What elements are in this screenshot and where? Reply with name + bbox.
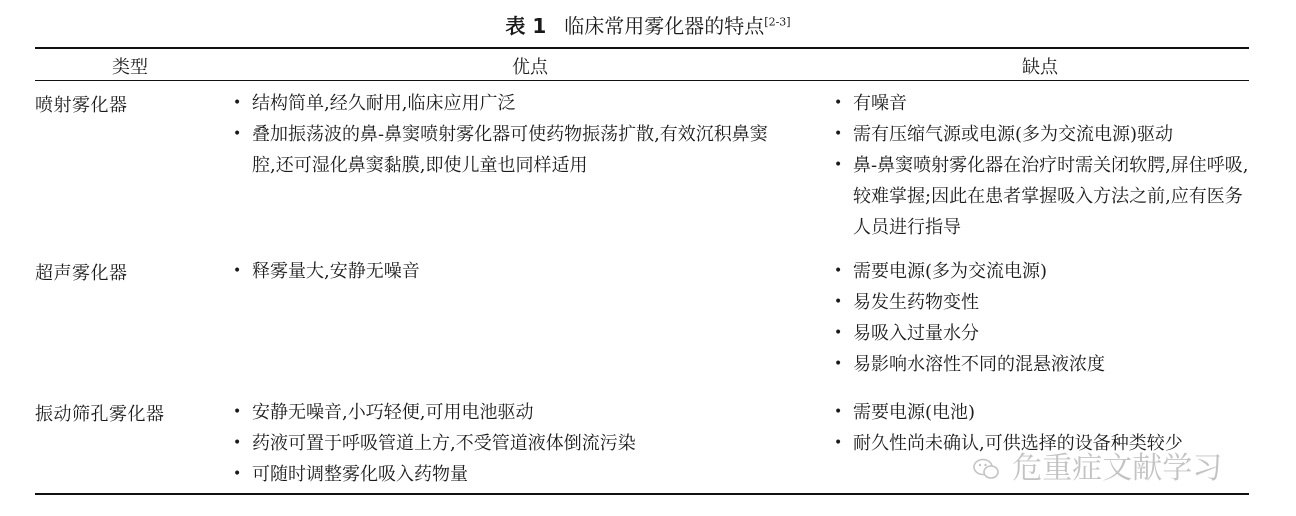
table-top-rule (35, 47, 1249, 49)
bullet-icon: • (233, 263, 242, 279)
bullet-icon: • (834, 325, 843, 341)
list-item: • 可随时调整雾化吸入药物量 (230, 459, 770, 490)
table-reference: [2-3] (764, 15, 791, 29)
header-advantages: 优点 (512, 57, 548, 78)
list-item: • 易吸入过量水分 (831, 318, 1251, 349)
list-item: • 易发生药物变性 (831, 287, 1251, 318)
header-disadvantages: 缺点 (1022, 57, 1058, 78)
list-item: • 释雾量大,安静无噪音 (230, 256, 770, 287)
wechat-icon (972, 455, 1008, 485)
table-header-rule (35, 80, 1249, 81)
disadvantages-list (831, 256, 1251, 380)
header-type: 类型 (112, 57, 148, 78)
bullet-icon: • (834, 95, 843, 111)
table-caption (0, 10, 1296, 39)
bullet-icon: • (834, 263, 843, 279)
bullet-icon: • (834, 435, 843, 451)
advantages-list (230, 88, 770, 181)
list-item: • 有噪音 (831, 88, 1251, 119)
list-item: • 药液可置于呼吸管道上方,不受管道液体倒流污染 (230, 428, 770, 459)
advantages-list (230, 397, 770, 490)
table-title: 临床常用雾化器的特点 (564, 14, 765, 38)
bullet-icon: • (233, 435, 242, 451)
list-item: • 易影响水溶性不同的混悬液浓度 (831, 349, 1251, 380)
bullet-icon: • (233, 126, 242, 142)
list-item: • 需有压缩气源或电源(多为交流电源)驱动 (831, 119, 1251, 150)
bullet-icon: • (834, 294, 843, 310)
bullet-icon: • (233, 404, 242, 420)
advantages-list (230, 256, 770, 287)
bullet-icon: • (233, 95, 242, 111)
bullet-icon: • (834, 356, 843, 372)
list-item: • 需要电源(电池) (831, 397, 1251, 428)
watermark-text: 危重症文献学习 (1012, 451, 1223, 486)
table-bottom-rule (35, 493, 1249, 495)
list-item: • 叠加振荡波的鼻-鼻窦喷射雾化器可使药物振荡扩散,有效沉积鼻窦腔,还可湿化鼻窦黏膜,即使儿童也同样适用 (230, 119, 770, 181)
bullet-icon: • (834, 404, 843, 420)
row-type: 超声雾化器 (35, 263, 128, 284)
bullet-icon: • (834, 157, 843, 173)
list-item: • 需要电源(多为交流电源) (831, 256, 1251, 287)
list-item: • 鼻-鼻窦喷射雾化器在治疗时需关闭软腭,屏住呼吸,较难掌握;因此在患者掌握吸入方法之前,应有医务人员进行指导 (831, 150, 1251, 243)
disadvantages-list (831, 88, 1251, 243)
list-item: • 结构简单,经久耐用,临床应用广泛 (230, 88, 770, 119)
row-type: 振动筛孔雾化器 (35, 404, 165, 425)
watermark (972, 443, 1222, 487)
row-type: 喷射雾化器 (35, 95, 128, 116)
bullet-icon: • (834, 126, 843, 142)
table-number: 表 1 (505, 14, 547, 38)
bullet-icon: • (233, 466, 242, 482)
list-item: • 耐久性尚未确认,可供选择的设备种类较少 (831, 428, 1251, 459)
list-item: • 安静无噪音,小巧轻便,可用电池驱动 (230, 397, 770, 428)
